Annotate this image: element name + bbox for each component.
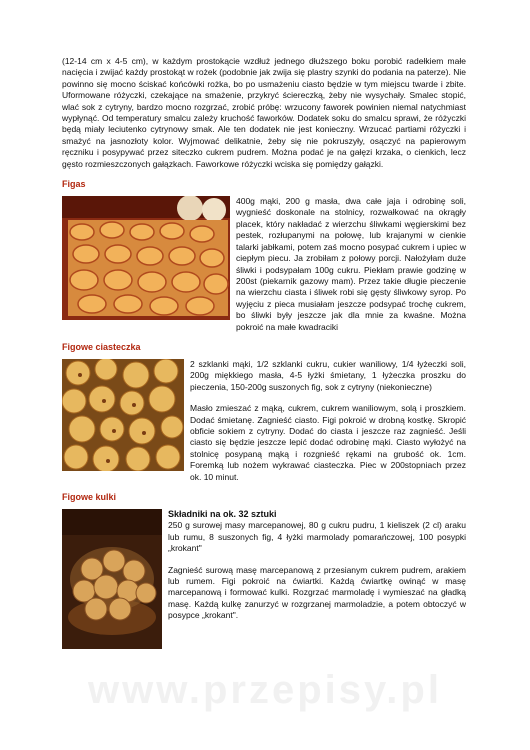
figowe-kulki-ingredients: 250 g surowej masy marcepanowej, 80 g cukru pudru, 1 kieliszek (2 cl) araku lub rumu, 8 suszonych fig, 4 łyżki marmolady pomarańczowej, 100 posypki „krokant"	[168, 520, 466, 554]
figowe-ciasteczka-ingredients: 2 szklanki mąki, 1/2 szklanki cukru, cukier waniliowy, 1/4 łyżeczki soli, 200g miękkiego masła, 4-5 łyżki śmietany, 1 łyżeczka proszku do pieczenia, 150-200g suszonych fig, sok z cytryny (niekonieczne)	[190, 358, 466, 392]
fig-cookies-photo	[62, 359, 184, 471]
section-figowe-kulki	[62, 509, 466, 651]
plum-cake-photo	[62, 196, 230, 320]
section-title-figowe-ciasteczka: Figowe ciasteczka	[62, 341, 141, 352]
figowe-kulki-subtitle: Składniki na ok. 32 sztuki	[168, 509, 277, 519]
figas-text: 400g mąki, 200 g masła, dwa całe jaja i odrobinę soli, wygnieść doskonale na stolnicy, rozwałkować na okrągły placek, który nakładać z wierzchu śliwkami węgierskimi bez pestek, rozłupanymi na połowę, lub krajanymi w cienkie talarki jabłkami, potem zaś mocno posypać cukrem i upiec w ciepłym piecu. Ja zrobiłam z połowy porcji. Nałożyłam duże śliwki i podsypałam 100g cukru. Piekłam prawie godzinę w 200st (piekarnik gazowy mam). Przez takie długie pieczenie na wierzchu ciasta i śliwek robi się gęsty śliwkowy syrop. Po wyjęciu z pieca musiałam jeszcze podsypać trochę cukrem, bo śliwki były jeszcze jak dla mnie za kwaśne. Można pokroić na małe kwadraciki	[236, 196, 466, 332]
document-page	[62, 56, 466, 651]
section-title-figowe-kulki: Figowe kulki	[62, 492, 117, 502]
watermark: www.przepisy.pl	[88, 668, 442, 712]
figowe-kulki-instructions: Zagnieść surową masę marcepanową z przesianym cukrem pudrem, arakiem lub rumem. Figi pokroić na ćwiartki. Każdą ćwiartkę owinąć w masę marcepanową i formować kulki. Rozgrzać marmoladę i wymieszać na gładką masę. Każdą kulkę zanurzyć w rozgrzanej marmoladzie, a potem obtoczyć w posypce „krokant".	[168, 564, 466, 621]
section-figowe-ciasteczka	[62, 359, 466, 483]
section-title-figas: Figas	[62, 179, 86, 190]
fig-balls-photo	[62, 509, 162, 649]
section-figas	[62, 196, 466, 333]
figowe-ciasteczka-instructions: Masło zmieszać z mąką, cukrem, cukrem waniliowym, solą i proszkiem. Dodać śmietanę. Zagnieść ciasto. Figi pokroić w drobną kostkę. Skropić obficie sokiem z cytryny. Dodać do ciasta i jeszcze raz zagnieść. Jeśli ciasto się będzie jeszcze lepić dodać odrobinę mąki. Ciasto wyłożyć na stolnicę posypaną mąką i rozgnieść rękami na grubość ok. 1cm. Foremką lub nożem wykrawać ciasteczka. Piec w 200stopniach przez ok. 10 minut.	[190, 403, 466, 482]
intro-paragraph: (12-14 cm x 4-5 cm), w każdym prostokącie wzdłuż jednego dłuższego boku porobić radełkiem małe nacięcia i zwijać każdy prostokąt w rożek (podobnie jak zwija się plastry szynki do podania na paterze). Nie powinno się mocno ściskać końcówki rożka, bo po usmażeniu ciasto będzie w tym miejscu twarde i zbite. Uformowane różyczki, czekające na smażenie, przykryć ściereczką, żeby nie wysychały. Smalec stopić, wlać sok z cytryny, bardzo mocno rozgrzać, zrobić próbę: wrzucony faworek powinien niemal natychmiast wypłynąć. Od temperatury smalcu zależy kruchość faworków. Dodatek soku do smalcu sprawi, że różyczki będą miały leciutenko cytrynowy smak. Ale ten dodatek nie jest konieczny. Wrzucać partiami różyczki i smażyć na jasnozłoty kolor. Wyjmować delikatnie, żeby się nie pokruszyły, osączyć na papierowym ręczniku i posypywać przez siteczko cukrem pudrem. Można podać je na gałęzi krzaka, o cienkich, lecz gęsto rozmieszczonych gałązkach. Faworkowe różyczki wciska się pomiędzy gałązki.	[62, 56, 466, 169]
